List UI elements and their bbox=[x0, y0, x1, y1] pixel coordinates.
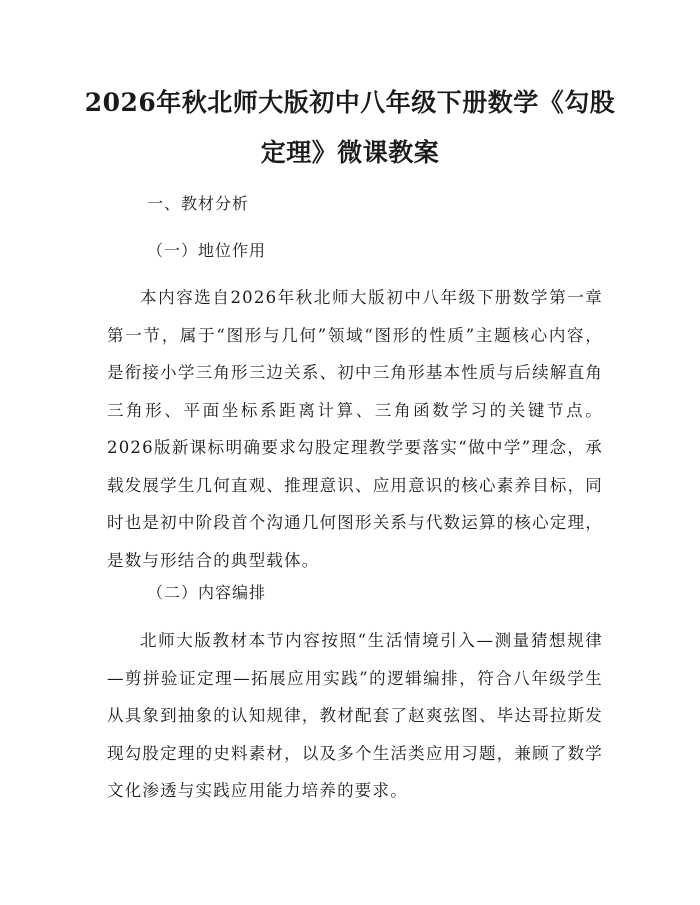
subsection-heading-content-arrangement: （二）内容编排 bbox=[147, 583, 267, 602]
section-heading-teaching-material-analysis: 一、教材分析 bbox=[147, 194, 250, 213]
document-title: 2026年秋北师大版初中八年级下册数学《勾股定理》微课教案 bbox=[84, 88, 616, 167]
paragraph-content-arrangement: 北师大版教材本节内容按照“生活情境引入—测量猜想规律—剪拼验证定理—拓展应用实践”的逻辑编排，符合八年级学生从具象到抽象的认知规律，教材配套了赵爽弦图、毕达哥拉斯发现勾股定理的史料素材，以及多个生活类应用习题，兼顾了数学文化渗透与实践应用能力培养的要求。 bbox=[107, 631, 603, 800]
paragraph-position-role: 本内容选自2026年秋北师大版初中八年级下册数学第一章第一节，属于“图形与几何”领域“图形的性质”主题核心内容，是衔接小学三角形三边关系、初中三角形基本性质与后续解直角三角形、平面坐标系距离计算、三角函数学习的关键节点。2026版新课标明确要求勾股定理教学要落实“做中学”理念，承载发展学生几何直观、推理意识、应用意识的核心素养目标，同时也是初中阶段首个沟通几何图形关系与代数运算的核心定理，是数与形结合的典型载体。 bbox=[107, 288, 603, 570]
subsection-heading-position-role: （一）地位作用 bbox=[147, 241, 267, 260]
